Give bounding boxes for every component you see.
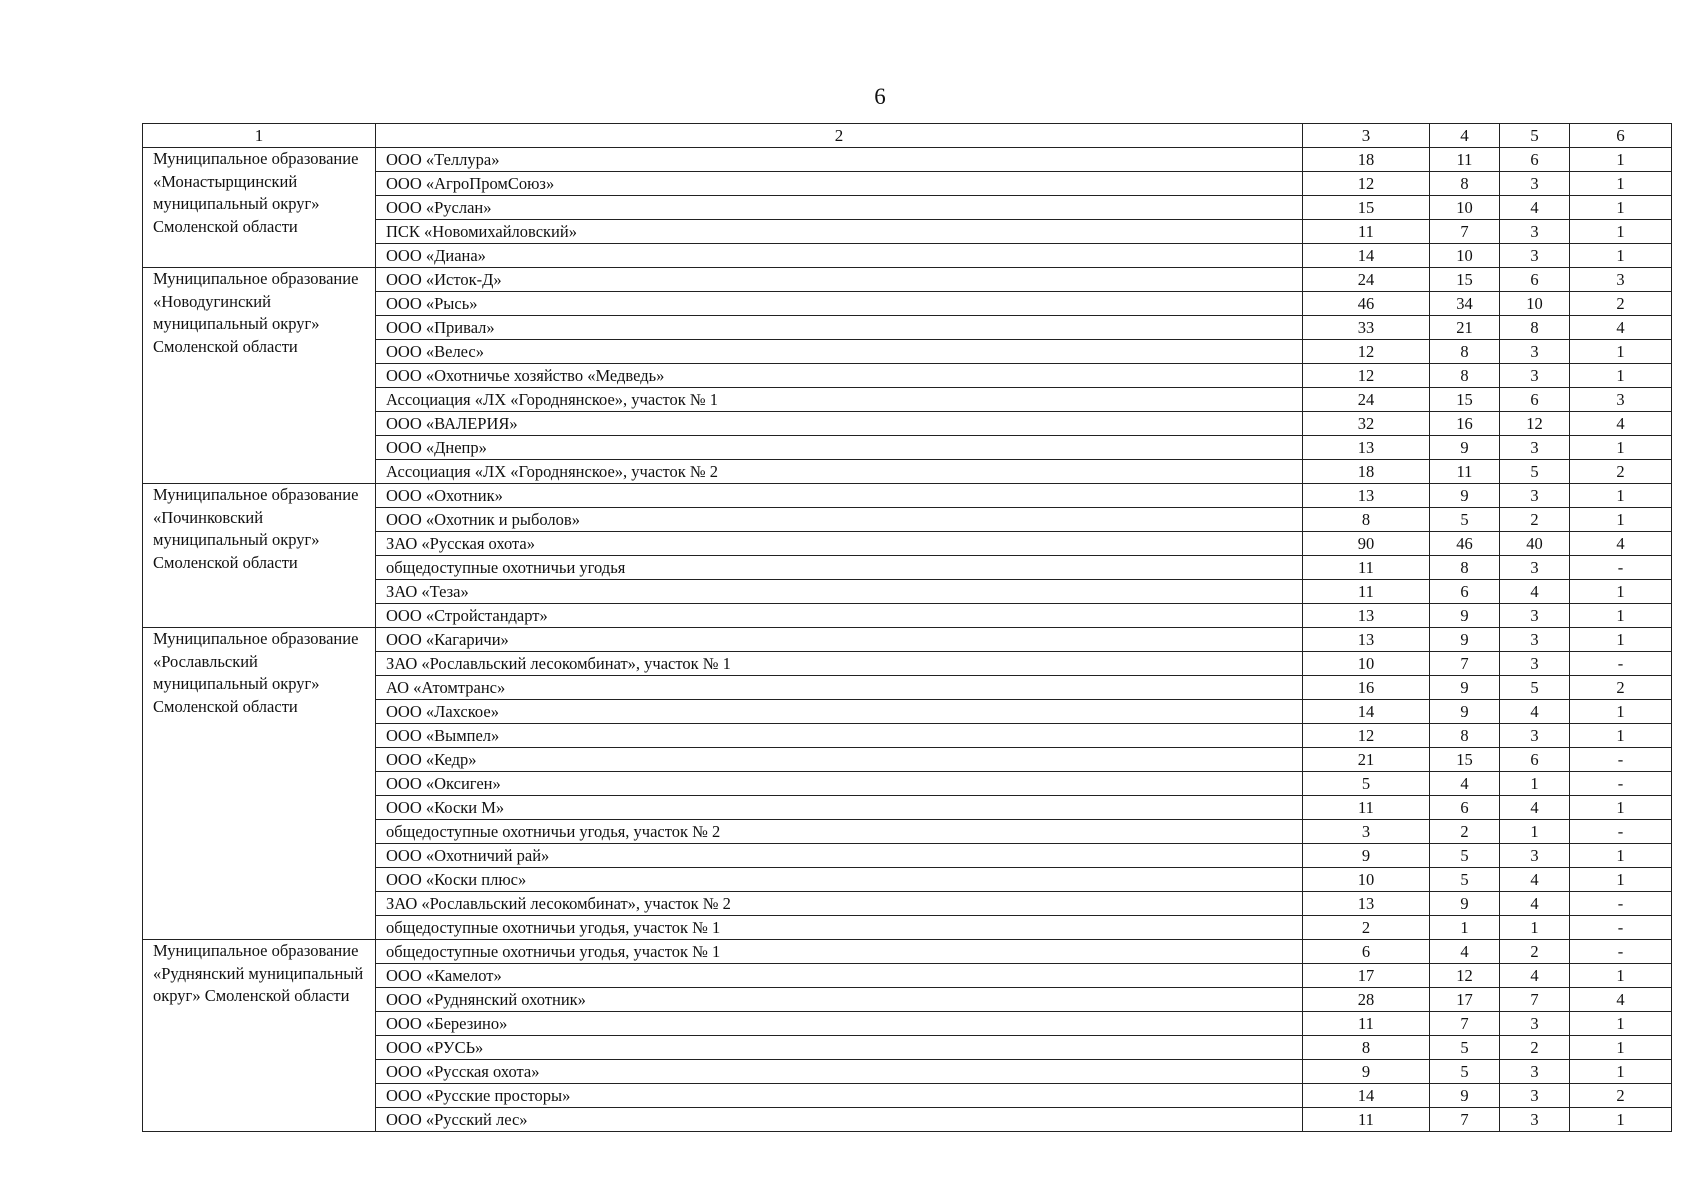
value-col-6: 1 (1570, 364, 1672, 388)
value-col-5: 4 (1500, 196, 1570, 220)
organization-cell: ООО «Исток-Д» (376, 268, 1303, 292)
value-col-5: 3 (1500, 652, 1570, 676)
municipality-cell: Муниципальное образование «Починковский муниципальный округ» Смоленской области (143, 484, 376, 628)
organization-cell: ООО «Охотник» (376, 484, 1303, 508)
value-col-6: 1 (1570, 436, 1672, 460)
page-number: 6 (874, 84, 886, 109)
value-col-3: 10 (1303, 868, 1430, 892)
value-col-4: 5 (1430, 508, 1500, 532)
value-col-4: 9 (1430, 484, 1500, 508)
value-col-6: 1 (1570, 340, 1672, 364)
organization-cell: ООО «Привал» (376, 316, 1303, 340)
header-col-3: 3 (1303, 124, 1430, 148)
value-col-6: 3 (1570, 268, 1672, 292)
header-col-5: 5 (1500, 124, 1570, 148)
value-col-4: 9 (1430, 700, 1500, 724)
value-col-3: 28 (1303, 988, 1430, 1012)
value-col-3: 46 (1303, 292, 1430, 316)
table-row (143, 484, 1672, 508)
value-col-6: 4 (1570, 316, 1672, 340)
value-col-5: 4 (1500, 868, 1570, 892)
value-col-4: 6 (1430, 580, 1500, 604)
value-col-3: 90 (1303, 532, 1430, 556)
organization-cell: ООО «Оксиген» (376, 772, 1303, 796)
value-col-6: 1 (1570, 220, 1672, 244)
organization-cell: ООО «Рысь» (376, 292, 1303, 316)
value-col-4: 9 (1430, 1084, 1500, 1108)
value-col-5: 3 (1500, 628, 1570, 652)
value-col-5: 8 (1500, 316, 1570, 340)
municipality-cell: Муниципальное образование «Руднянский муниципальный округ» Смоленской области (143, 940, 376, 1132)
value-col-5: 3 (1500, 244, 1570, 268)
value-col-5: 6 (1500, 268, 1570, 292)
value-col-6: 1 (1570, 604, 1672, 628)
value-col-3: 17 (1303, 964, 1430, 988)
value-col-3: 8 (1303, 508, 1430, 532)
organization-cell: ЗАО «Рославльский лесокомбинат», участок № 2 (376, 892, 1303, 916)
value-col-4: 11 (1430, 148, 1500, 172)
value-col-3: 14 (1303, 1084, 1430, 1108)
value-col-4: 5 (1430, 868, 1500, 892)
value-col-3: 18 (1303, 148, 1430, 172)
value-col-3: 13 (1303, 628, 1430, 652)
value-col-3: 3 (1303, 820, 1430, 844)
organization-cell: ООО «Вымпел» (376, 724, 1303, 748)
value-col-5: 3 (1500, 604, 1570, 628)
value-col-6: - (1570, 772, 1672, 796)
value-col-4: 11 (1430, 460, 1500, 484)
organization-cell: ООО «Русский лес» (376, 1108, 1303, 1132)
value-col-3: 13 (1303, 604, 1430, 628)
value-col-3: 24 (1303, 268, 1430, 292)
value-col-6: 1 (1570, 1060, 1672, 1084)
value-col-5: 2 (1500, 1036, 1570, 1060)
value-col-6: 1 (1570, 868, 1672, 892)
value-col-6: 1 (1570, 196, 1672, 220)
organization-cell: АО «Атомтранс» (376, 676, 1303, 700)
value-col-3: 10 (1303, 652, 1430, 676)
value-col-4: 21 (1430, 316, 1500, 340)
value-col-6: - (1570, 748, 1672, 772)
value-col-5: 1 (1500, 916, 1570, 940)
value-col-6: 4 (1570, 412, 1672, 436)
value-col-4: 5 (1430, 1060, 1500, 1084)
value-col-6: 1 (1570, 580, 1672, 604)
value-col-4: 10 (1430, 244, 1500, 268)
value-col-5: 3 (1500, 556, 1570, 580)
value-col-5: 4 (1500, 700, 1570, 724)
value-col-4: 17 (1430, 988, 1500, 1012)
hunting-grounds-table (142, 123, 1672, 1132)
organization-cell: ООО «Велес» (376, 340, 1303, 364)
value-col-4: 15 (1430, 268, 1500, 292)
value-col-4: 7 (1430, 220, 1500, 244)
value-col-6: 2 (1570, 460, 1672, 484)
value-col-5: 12 (1500, 412, 1570, 436)
value-col-5: 3 (1500, 1060, 1570, 1084)
organization-cell: общедоступные охотничьи угодья (376, 556, 1303, 580)
value-col-5: 3 (1500, 484, 1570, 508)
value-col-3: 13 (1303, 892, 1430, 916)
organization-cell: ООО «Русские просторы» (376, 1084, 1303, 1108)
organization-cell: ООО «ВАЛЕРИЯ» (376, 412, 1303, 436)
value-col-3: 11 (1303, 1012, 1430, 1036)
value-col-6: 2 (1570, 1084, 1672, 1108)
value-col-4: 16 (1430, 412, 1500, 436)
value-col-6: 4 (1570, 988, 1672, 1012)
value-col-3: 11 (1303, 580, 1430, 604)
value-col-4: 7 (1430, 1012, 1500, 1036)
value-col-3: 8 (1303, 1036, 1430, 1060)
value-col-5: 6 (1500, 388, 1570, 412)
value-col-6: 1 (1570, 724, 1672, 748)
value-col-6: - (1570, 556, 1672, 580)
value-col-5: 4 (1500, 964, 1570, 988)
table-row (143, 268, 1672, 292)
value-col-6: - (1570, 916, 1672, 940)
value-col-6: 1 (1570, 700, 1672, 724)
value-col-4: 7 (1430, 652, 1500, 676)
organization-cell: ООО «Кагаричи» (376, 628, 1303, 652)
value-col-6: 1 (1570, 628, 1672, 652)
value-col-6: 1 (1570, 508, 1672, 532)
organization-cell: Ассоциация «ЛХ «Городнянское», участок № 1 (376, 388, 1303, 412)
header-col-6: 6 (1570, 124, 1672, 148)
value-col-3: 12 (1303, 364, 1430, 388)
organization-cell: ООО «Коски М» (376, 796, 1303, 820)
value-col-3: 14 (1303, 700, 1430, 724)
value-col-4: 9 (1430, 604, 1500, 628)
value-col-3: 5 (1303, 772, 1430, 796)
organization-cell: ООО «АгроПромСоюз» (376, 172, 1303, 196)
value-col-3: 13 (1303, 436, 1430, 460)
value-col-3: 18 (1303, 460, 1430, 484)
header-col-4: 4 (1430, 124, 1500, 148)
organization-cell: ООО «Охотничий рай» (376, 844, 1303, 868)
value-col-4: 4 (1430, 772, 1500, 796)
organization-cell: ООО «Днепр» (376, 436, 1303, 460)
organization-cell: ООО «РУСЬ» (376, 1036, 1303, 1060)
value-col-4: 46 (1430, 532, 1500, 556)
value-col-5: 3 (1500, 1084, 1570, 1108)
value-col-3: 9 (1303, 1060, 1430, 1084)
value-col-3: 11 (1303, 1108, 1430, 1132)
value-col-6: 1 (1570, 172, 1672, 196)
value-col-4: 8 (1430, 172, 1500, 196)
value-col-6: 1 (1570, 1036, 1672, 1060)
organization-cell: ООО «Коски плюс» (376, 868, 1303, 892)
organization-cell: общедоступные охотничьи угодья, участок № 1 (376, 940, 1303, 964)
value-col-6: 1 (1570, 1108, 1672, 1132)
value-col-3: 14 (1303, 244, 1430, 268)
value-col-3: 21 (1303, 748, 1430, 772)
municipality-cell: Муниципальное образование «Новодугинский муниципальный округ» Смоленской области (143, 268, 376, 484)
organization-cell: ООО «Березино» (376, 1012, 1303, 1036)
value-col-6: - (1570, 940, 1672, 964)
value-col-5: 3 (1500, 436, 1570, 460)
header-col-1: 1 (143, 124, 376, 148)
value-col-3: 33 (1303, 316, 1430, 340)
organization-cell: общедоступные охотничьи угодья, участок № 2 (376, 820, 1303, 844)
value-col-6: 4 (1570, 532, 1672, 556)
organization-cell: ООО «Руслан» (376, 196, 1303, 220)
value-col-3: 12 (1303, 172, 1430, 196)
value-col-4: 7 (1430, 1108, 1500, 1132)
value-col-5: 3 (1500, 724, 1570, 748)
value-col-5: 1 (1500, 772, 1570, 796)
value-col-4: 9 (1430, 628, 1500, 652)
value-col-6: - (1570, 820, 1672, 844)
value-col-5: 2 (1500, 508, 1570, 532)
organization-cell: ООО «Руднянский охотник» (376, 988, 1303, 1012)
value-col-5: 3 (1500, 1108, 1570, 1132)
value-col-3: 16 (1303, 676, 1430, 700)
value-col-4: 9 (1430, 892, 1500, 916)
value-col-6: - (1570, 652, 1672, 676)
value-col-3: 11 (1303, 220, 1430, 244)
value-col-6: 1 (1570, 244, 1672, 268)
value-col-6: - (1570, 892, 1672, 916)
value-col-3: 32 (1303, 412, 1430, 436)
table-body (143, 148, 1672, 1132)
value-col-5: 3 (1500, 1012, 1570, 1036)
organization-cell: ООО «Теллура» (376, 148, 1303, 172)
value-col-3: 15 (1303, 196, 1430, 220)
value-col-6: 1 (1570, 796, 1672, 820)
organization-cell: ООО «Стройстандарт» (376, 604, 1303, 628)
value-col-4: 6 (1430, 796, 1500, 820)
value-col-4: 5 (1430, 1036, 1500, 1060)
value-col-4: 5 (1430, 844, 1500, 868)
value-col-4: 1 (1430, 916, 1500, 940)
value-col-4: 15 (1430, 748, 1500, 772)
value-col-5: 3 (1500, 364, 1570, 388)
value-col-3: 24 (1303, 388, 1430, 412)
municipality-cell: Муниципальное образование «Монастырщинский муниципальный округ» Смоленской области (143, 148, 376, 268)
value-col-4: 9 (1430, 676, 1500, 700)
value-col-6: 2 (1570, 676, 1672, 700)
value-col-4: 8 (1430, 556, 1500, 580)
value-col-3: 11 (1303, 556, 1430, 580)
value-col-4: 8 (1430, 364, 1500, 388)
value-col-5: 4 (1500, 580, 1570, 604)
value-col-5: 3 (1500, 172, 1570, 196)
value-col-5: 7 (1500, 988, 1570, 1012)
organization-cell: ПСК «Новомихайловский» (376, 220, 1303, 244)
organization-cell: ООО «Лахское» (376, 700, 1303, 724)
value-col-4: 34 (1430, 292, 1500, 316)
value-col-4: 8 (1430, 340, 1500, 364)
value-col-4: 8 (1430, 724, 1500, 748)
value-col-5: 6 (1500, 748, 1570, 772)
organization-cell: ООО «Охотничье хозяйство «Медведь» (376, 364, 1303, 388)
table-row (143, 148, 1672, 172)
value-col-5: 4 (1500, 796, 1570, 820)
value-col-5: 1 (1500, 820, 1570, 844)
value-col-5: 3 (1500, 220, 1570, 244)
organization-cell: ООО «Камелот» (376, 964, 1303, 988)
organization-cell: ООО «Русская охота» (376, 1060, 1303, 1084)
value-col-6: 1 (1570, 148, 1672, 172)
organization-cell: ООО «Диана» (376, 244, 1303, 268)
value-col-5: 6 (1500, 148, 1570, 172)
organization-cell: ООО «Охотник и рыболов» (376, 508, 1303, 532)
value-col-5: 3 (1500, 340, 1570, 364)
value-col-5: 4 (1500, 892, 1570, 916)
value-col-6: 2 (1570, 292, 1672, 316)
value-col-6: 3 (1570, 388, 1672, 412)
value-col-4: 10 (1430, 196, 1500, 220)
value-col-3: 11 (1303, 796, 1430, 820)
organization-cell: общедоступные охотничьи угодья, участок № 1 (376, 916, 1303, 940)
value-col-6: 1 (1570, 484, 1672, 508)
organization-cell: ЗАО «Теза» (376, 580, 1303, 604)
value-col-3: 12 (1303, 340, 1430, 364)
value-col-3: 13 (1303, 484, 1430, 508)
value-col-5: 40 (1500, 532, 1570, 556)
organization-cell: ЗАО «Рославльский лесокомбинат», участок № 1 (376, 652, 1303, 676)
municipality-cell: Муниципальное образование «Рославльский муниципальный округ» Смоленской области (143, 628, 376, 940)
value-col-4: 15 (1430, 388, 1500, 412)
table-row (143, 940, 1672, 964)
value-col-3: 12 (1303, 724, 1430, 748)
header-row (143, 124, 1672, 148)
value-col-6: 1 (1570, 964, 1672, 988)
value-col-5: 5 (1500, 676, 1570, 700)
table-row (143, 628, 1672, 652)
value-col-5: 2 (1500, 940, 1570, 964)
value-col-4: 4 (1430, 940, 1500, 964)
value-col-4: 12 (1430, 964, 1500, 988)
value-col-3: 9 (1303, 844, 1430, 868)
value-col-5: 3 (1500, 844, 1570, 868)
value-col-5: 10 (1500, 292, 1570, 316)
organization-cell: Ассоциация «ЛХ «Городнянское», участок № 2 (376, 460, 1303, 484)
value-col-3: 6 (1303, 940, 1430, 964)
value-col-4: 9 (1430, 436, 1500, 460)
organization-cell: ООО «Кедр» (376, 748, 1303, 772)
value-col-5: 5 (1500, 460, 1570, 484)
value-col-4: 2 (1430, 820, 1500, 844)
header-col-2: 2 (376, 124, 1303, 148)
value-col-3: 2 (1303, 916, 1430, 940)
value-col-6: 1 (1570, 844, 1672, 868)
organization-cell: ЗАО «Русская охота» (376, 532, 1303, 556)
value-col-6: 1 (1570, 1012, 1672, 1036)
